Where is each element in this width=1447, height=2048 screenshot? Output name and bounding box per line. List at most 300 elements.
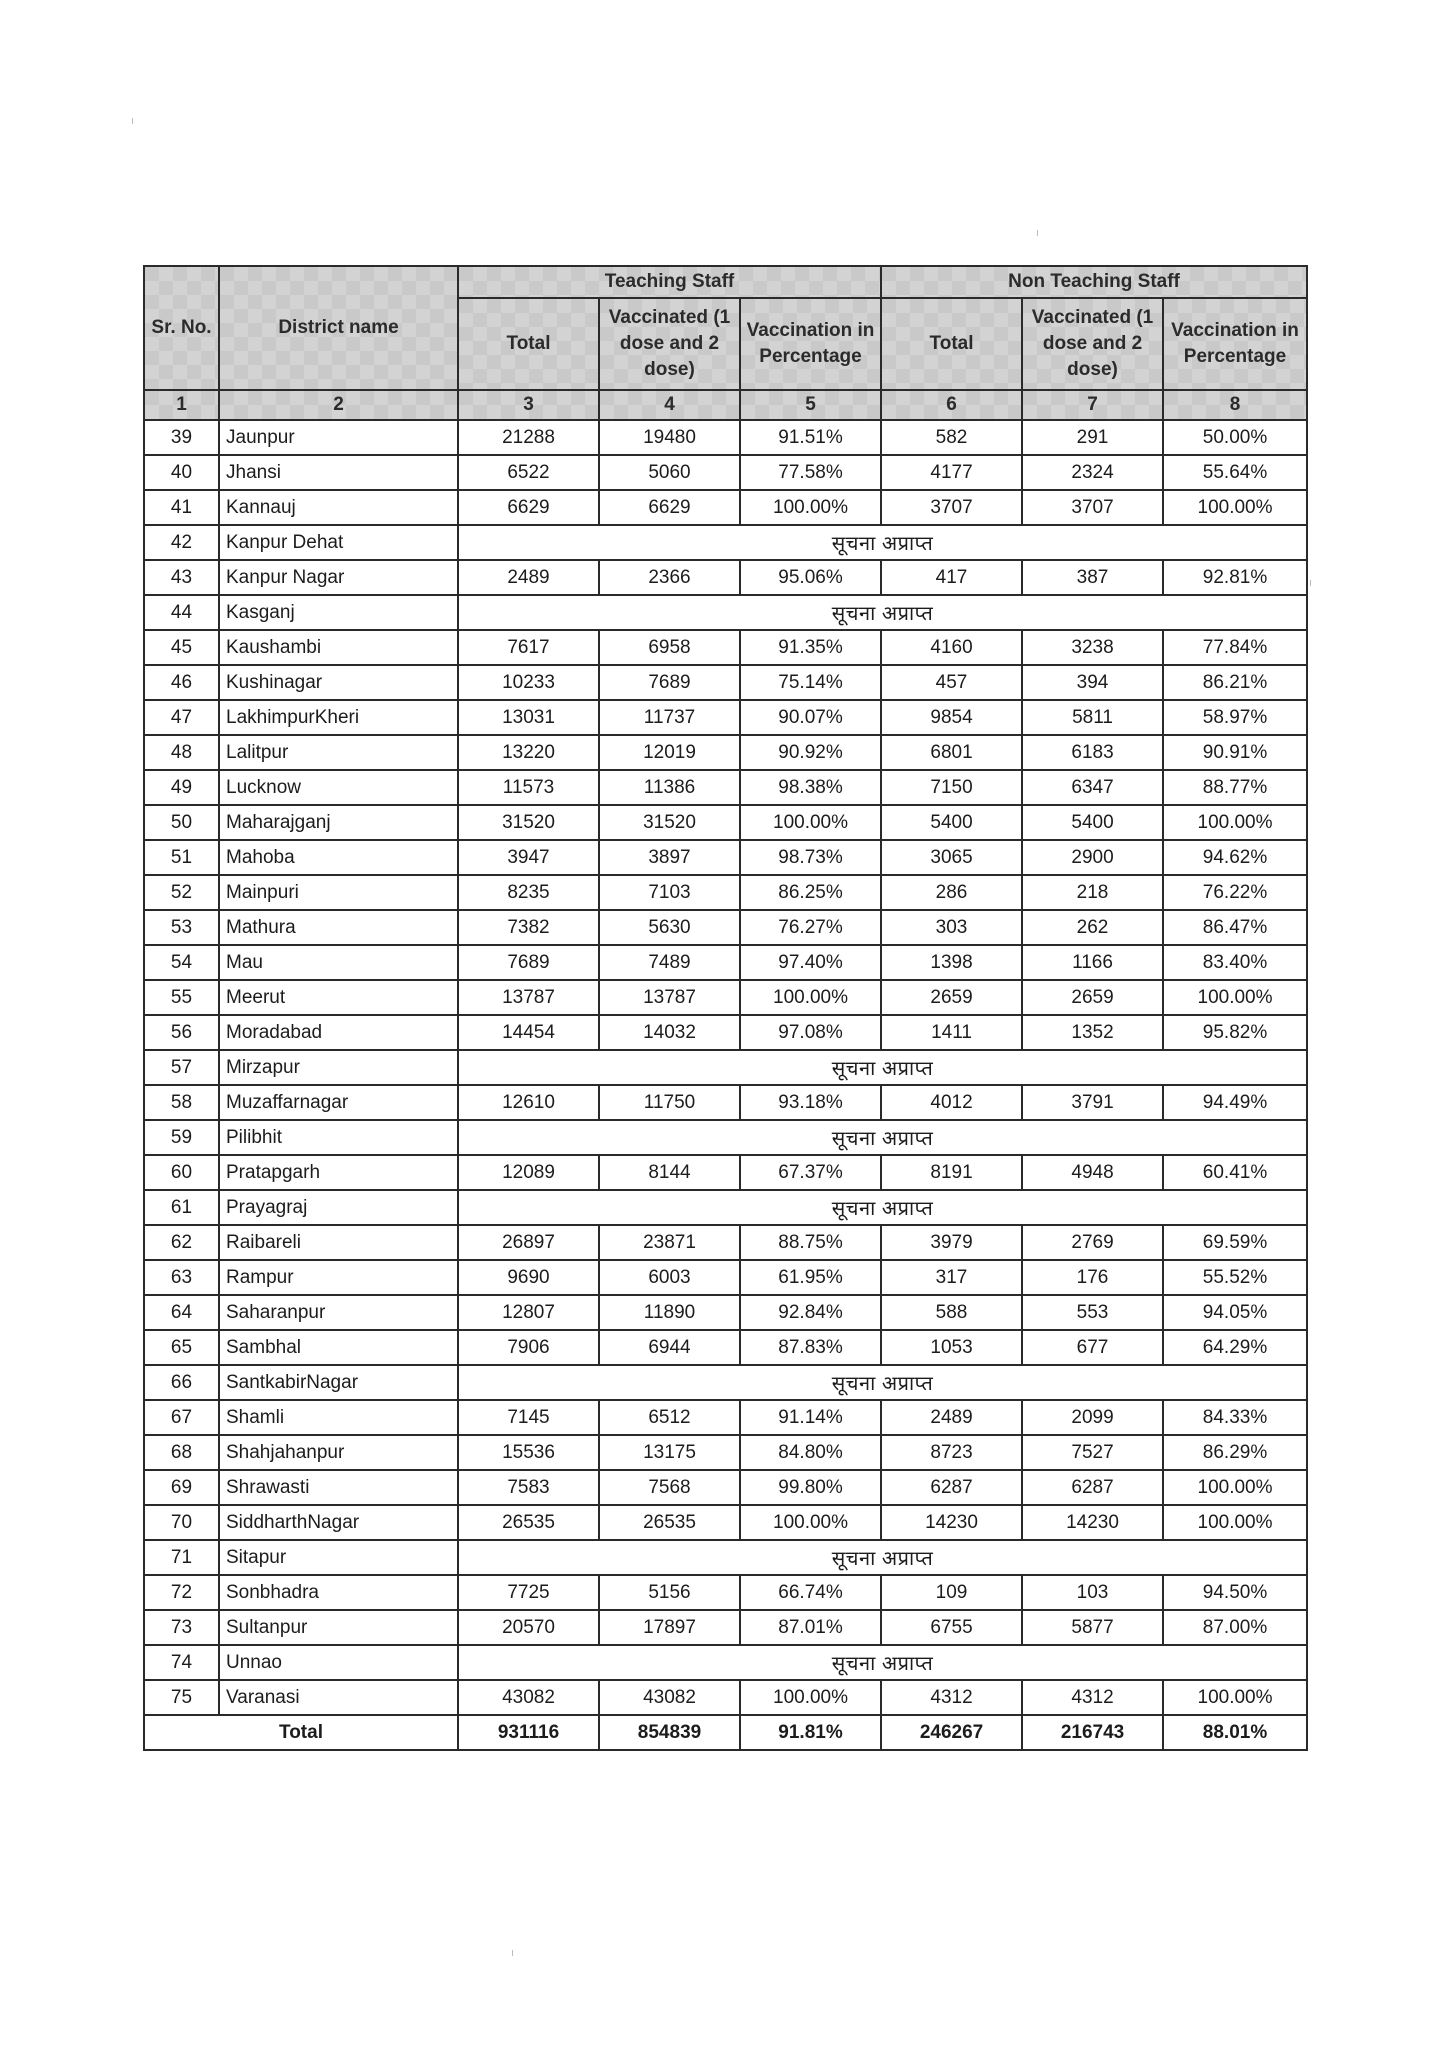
teaching-percentage-cell: 91.51% [740,420,881,455]
total-nonteaching-vaccinated: 216743 [1022,1715,1163,1750]
nonteaching-total-cell: 3065 [881,840,1022,875]
total-nonteaching-total: 246267 [881,1715,1022,1750]
teaching-total-cell: 13031 [458,700,599,735]
sr-no-cell: 66 [144,1365,219,1400]
nonteaching-percentage-cell: 87.00% [1163,1610,1307,1645]
nonteaching-vaccinated-cell: 1166 [1022,945,1163,980]
district-name-cell: Mainpuri [219,875,458,910]
sr-no-cell: 41 [144,490,219,525]
nonteaching-vaccinated-cell: 677 [1022,1330,1163,1365]
district-name-cell: LakhimpurKheri [219,700,458,735]
table-row [144,1120,1307,1155]
nonteaching-percentage-cell: 94.62% [1163,840,1307,875]
nonteaching-total-cell: 2659 [881,980,1022,1015]
nonteaching-total-cell: 14230 [881,1505,1022,1540]
sr-no-cell: 69 [144,1470,219,1505]
nonteaching-total-cell: 5400 [881,805,1022,840]
table-row [144,1400,1307,1435]
nonteaching-vaccinated-cell: 3238 [1022,630,1163,665]
district-name-cell: Unnao [219,1645,458,1680]
nonteaching-percentage-cell: 100.00% [1163,1505,1307,1540]
sr-no-cell: 40 [144,455,219,490]
sr-no-cell: 56 [144,1015,219,1050]
teaching-percentage-cell: 99.80% [740,1470,881,1505]
teaching-total-cell: 7906 [458,1330,599,1365]
teaching-vaccinated-cell: 26535 [599,1505,740,1540]
table-row [144,700,1307,735]
nonteaching-percentage-cell: 94.49% [1163,1085,1307,1120]
teaching-total-cell: 11573 [458,770,599,805]
nonteaching-vaccinated-cell: 218 [1022,875,1163,910]
total-label: Total [144,1715,458,1750]
sr-no-cell: 44 [144,595,219,630]
teaching-percentage-cell: 84.80% [740,1435,881,1470]
teaching-percentage-cell: 88.75% [740,1225,881,1260]
nonteaching-percentage-cell: 86.47% [1163,910,1307,945]
table-row [144,1645,1307,1680]
district-name-cell: Mau [219,945,458,980]
nonteaching-total-cell: 6755 [881,1610,1022,1645]
nonteaching-vaccinated-cell: 7527 [1022,1435,1163,1470]
sr-no-cell: 45 [144,630,219,665]
nonteaching-percentage-cell: 90.91% [1163,735,1307,770]
teaching-vaccinated-cell: 2366 [599,560,740,595]
header-nonteaching-vaccinated: Vaccinated (1 dose and 2 dose) [1022,298,1163,390]
teaching-percentage-cell: 66.74% [740,1575,881,1610]
nonteaching-percentage-cell: 83.40% [1163,945,1307,980]
table-row [144,1260,1307,1295]
teaching-vaccinated-cell: 8144 [599,1155,740,1190]
nonteaching-vaccinated-cell: 2099 [1022,1400,1163,1435]
teaching-vaccinated-cell: 12019 [599,735,740,770]
sr-no-cell: 57 [144,1050,219,1085]
table-header [144,266,1307,420]
district-name-cell: SantkabirNagar [219,1365,458,1400]
nonteaching-vaccinated-cell: 176 [1022,1260,1163,1295]
table-row [144,875,1307,910]
nonteaching-total-cell: 4177 [881,455,1022,490]
nonteaching-percentage-cell: 100.00% [1163,805,1307,840]
teaching-total-cell: 12610 [458,1085,599,1120]
table-row [144,1190,1307,1225]
teaching-total-cell: 6522 [458,455,599,490]
nonteaching-total-cell: 457 [881,665,1022,700]
teaching-vaccinated-cell: 5630 [599,910,740,945]
teaching-total-cell: 20570 [458,1610,599,1645]
teaching-percentage-cell: 95.06% [740,560,881,595]
nonteaching-total-cell: 9854 [881,700,1022,735]
nonteaching-vaccinated-cell: 5877 [1022,1610,1163,1645]
table-row [144,525,1307,560]
district-name-cell: Jaunpur [219,420,458,455]
teaching-percentage-cell: 91.14% [740,1400,881,1435]
district-name-cell: Shamli [219,1400,458,1435]
nonteaching-total-cell: 2489 [881,1400,1022,1435]
header-non-teaching-staff: Non Teaching Staff [881,266,1307,298]
teaching-vaccinated-cell: 13175 [599,1435,740,1470]
nonteaching-total-cell: 1053 [881,1330,1022,1365]
nonteaching-total-cell: 286 [881,875,1022,910]
district-name-cell: Pratapgarh [219,1155,458,1190]
header-sr-no: Sr. No. [144,266,219,390]
teaching-percentage-cell: 100.00% [740,1505,881,1540]
teaching-vaccinated-cell: 7489 [599,945,740,980]
sr-no-cell: 73 [144,1610,219,1645]
teaching-vaccinated-cell: 6629 [599,490,740,525]
teaching-vaccinated-cell: 3897 [599,840,740,875]
teaching-total-cell: 14454 [458,1015,599,1050]
sr-no-cell: 51 [144,840,219,875]
district-name-cell: Sambhal [219,1330,458,1365]
table-row [144,945,1307,980]
district-name-cell: Prayagraj [219,1190,458,1225]
teaching-vaccinated-cell: 11386 [599,770,740,805]
nonteaching-total-cell: 582 [881,420,1022,455]
column-number: 7 [1022,390,1163,420]
teaching-percentage-cell: 90.07% [740,700,881,735]
nonteaching-percentage-cell: 55.64% [1163,455,1307,490]
total-teaching-percentage: 91.81% [740,1715,881,1750]
sr-no-cell: 52 [144,875,219,910]
nonteaching-vaccinated-cell: 3707 [1022,490,1163,525]
table-row [144,1330,1307,1365]
sr-no-cell: 59 [144,1120,219,1155]
table-row [144,665,1307,700]
table-row [144,1435,1307,1470]
teaching-total-cell: 13787 [458,980,599,1015]
teaching-total-cell: 6629 [458,490,599,525]
teaching-total-cell: 2489 [458,560,599,595]
nonteaching-vaccinated-cell: 4948 [1022,1155,1163,1190]
header-nonteaching-percentage: Vaccination in Percentage [1163,298,1307,390]
nonteaching-percentage-cell: 58.97% [1163,700,1307,735]
nonteaching-total-cell: 6801 [881,735,1022,770]
district-name-cell: Shahjahanpur [219,1435,458,1470]
nonteaching-percentage-cell: 60.41% [1163,1155,1307,1190]
district-name-cell: Shrawasti [219,1470,458,1505]
nonteaching-percentage-cell: 69.59% [1163,1225,1307,1260]
nonteaching-percentage-cell: 100.00% [1163,1680,1307,1715]
nonteaching-total-cell: 3707 [881,490,1022,525]
teaching-total-cell: 7382 [458,910,599,945]
table-row [144,1505,1307,1540]
teaching-total-cell: 12807 [458,1295,599,1330]
district-name-cell: Meerut [219,980,458,1015]
nonteaching-percentage-cell: 77.84% [1163,630,1307,665]
teaching-percentage-cell: 98.73% [740,840,881,875]
teaching-vaccinated-cell: 17897 [599,1610,740,1645]
district-name-cell: Kannauj [219,490,458,525]
total-teaching-vaccinated: 854839 [599,1715,740,1750]
column-number: 5 [740,390,881,420]
total-row [144,1715,1307,1750]
sr-no-cell: 55 [144,980,219,1015]
teaching-vaccinated-cell: 6958 [599,630,740,665]
district-name-cell: Muzaffarnagar [219,1085,458,1120]
nonteaching-vaccinated-cell: 387 [1022,560,1163,595]
sr-no-cell: 50 [144,805,219,840]
district-name-cell: Kushinagar [219,665,458,700]
nonteaching-vaccinated-cell: 6287 [1022,1470,1163,1505]
table-row [144,735,1307,770]
info-not-received-cell: सूचना अप्राप्त [458,1050,1307,1085]
table-row [144,1610,1307,1645]
district-name-cell: Rampur [219,1260,458,1295]
nonteaching-total-cell: 303 [881,910,1022,945]
district-name-cell: Kasganj [219,595,458,630]
teaching-total-cell: 12089 [458,1155,599,1190]
header-nonteaching-total: Total [881,298,1022,390]
sr-no-cell: 49 [144,770,219,805]
info-not-received-cell: सूचना अप्राप्त [458,1645,1307,1680]
sr-no-cell: 54 [144,945,219,980]
header-teaching-staff: Teaching Staff [458,266,881,298]
nonteaching-vaccinated-cell: 262 [1022,910,1163,945]
teaching-total-cell: 8235 [458,875,599,910]
sr-no-cell: 62 [144,1225,219,1260]
table-row [144,630,1307,665]
teaching-vaccinated-cell: 6003 [599,1260,740,1295]
nonteaching-vaccinated-cell: 2900 [1022,840,1163,875]
table-row [144,455,1307,490]
header-teaching-percentage: Vaccination in Percentage [740,298,881,390]
column-number: 8 [1163,390,1307,420]
info-not-received-cell: सूचना अप्राप्त [458,595,1307,630]
header-teaching-vaccinated: Vaccinated (1 dose and 2 dose) [599,298,740,390]
table-row [144,840,1307,875]
nonteaching-vaccinated-cell: 5811 [1022,700,1163,735]
nonteaching-percentage-cell: 100.00% [1163,1470,1307,1505]
nonteaching-vaccinated-cell: 2324 [1022,455,1163,490]
teaching-percentage-cell: 92.84% [740,1295,881,1330]
sr-no-cell: 39 [144,420,219,455]
teaching-percentage-cell: 100.00% [740,980,881,1015]
district-name-cell: Mahoba [219,840,458,875]
teaching-percentage-cell: 75.14% [740,665,881,700]
sr-no-cell: 47 [144,700,219,735]
sr-no-cell: 48 [144,735,219,770]
teaching-percentage-cell: 90.92% [740,735,881,770]
teaching-total-cell: 43082 [458,1680,599,1715]
table-row [144,805,1307,840]
column-number: 3 [458,390,599,420]
sr-no-cell: 64 [144,1295,219,1330]
district-name-cell: Sitapur [219,1540,458,1575]
district-name-cell: Jhansi [219,455,458,490]
nonteaching-total-cell: 4012 [881,1085,1022,1120]
vaccination-table [143,265,1308,1751]
nonteaching-percentage-cell: 94.50% [1163,1575,1307,1610]
sr-no-cell: 60 [144,1155,219,1190]
sr-no-cell: 68 [144,1435,219,1470]
district-name-cell: Mathura [219,910,458,945]
teaching-vaccinated-cell: 43082 [599,1680,740,1715]
teaching-percentage-cell: 100.00% [740,1680,881,1715]
nonteaching-vaccinated-cell: 2659 [1022,980,1163,1015]
teaching-total-cell: 7689 [458,945,599,980]
nonteaching-total-cell: 6287 [881,1470,1022,1505]
column-number: 4 [599,390,740,420]
teaching-total-cell: 10233 [458,665,599,700]
nonteaching-vaccinated-cell: 14230 [1022,1505,1163,1540]
nonteaching-total-cell: 109 [881,1575,1022,1610]
nonteaching-percentage-cell: 86.21% [1163,665,1307,700]
teaching-total-cell: 15536 [458,1435,599,1470]
teaching-vaccinated-cell: 23871 [599,1225,740,1260]
teaching-vaccinated-cell: 6512 [599,1400,740,1435]
info-not-received-cell: सूचना अप्राप्त [458,1190,1307,1225]
district-name-cell: Lucknow [219,770,458,805]
info-not-received-cell: सूचना अप्राप्त [458,525,1307,560]
sr-no-cell: 63 [144,1260,219,1295]
sr-no-cell: 58 [144,1085,219,1120]
teaching-percentage-cell: 87.83% [740,1330,881,1365]
nonteaching-percentage-cell: 50.00% [1163,420,1307,455]
sr-no-cell: 74 [144,1645,219,1680]
teaching-total-cell: 9690 [458,1260,599,1295]
column-number: 1 [144,390,219,420]
teaching-total-cell: 3947 [458,840,599,875]
nonteaching-total-cell: 1411 [881,1015,1022,1050]
nonteaching-vaccinated-cell: 6347 [1022,770,1163,805]
table-row [144,1470,1307,1505]
teaching-percentage-cell: 76.27% [740,910,881,945]
nonteaching-total-cell: 588 [881,1295,1022,1330]
nonteaching-percentage-cell: 95.82% [1163,1015,1307,1050]
nonteaching-total-cell: 317 [881,1260,1022,1295]
table-row [144,980,1307,1015]
sr-no-cell: 72 [144,1575,219,1610]
nonteaching-percentage-cell: 100.00% [1163,490,1307,525]
teaching-vaccinated-cell: 5060 [599,455,740,490]
table-row [144,910,1307,945]
table-body [144,420,1307,1750]
nonteaching-total-cell: 4160 [881,630,1022,665]
total-teaching-total: 931116 [458,1715,599,1750]
table-row [144,1540,1307,1575]
nonteaching-percentage-cell: 94.05% [1163,1295,1307,1330]
district-name-cell: SiddharthNagar [219,1505,458,1540]
teaching-percentage-cell: 87.01% [740,1610,881,1645]
nonteaching-percentage-cell: 55.52% [1163,1260,1307,1295]
nonteaching-percentage-cell: 64.29% [1163,1330,1307,1365]
teaching-total-cell: 13220 [458,735,599,770]
nonteaching-total-cell: 7150 [881,770,1022,805]
nonteaching-total-cell: 3979 [881,1225,1022,1260]
info-not-received-cell: सूचना अप्राप्त [458,1365,1307,1400]
nonteaching-vaccinated-cell: 291 [1022,420,1163,455]
info-not-received-cell: सूचना अप्राप्त [458,1120,1307,1155]
teaching-vaccinated-cell: 7689 [599,665,740,700]
teaching-percentage-cell: 67.37% [740,1155,881,1190]
nonteaching-percentage-cell: 100.00% [1163,980,1307,1015]
table-row [144,1365,1307,1400]
nonteaching-total-cell: 8191 [881,1155,1022,1190]
teaching-total-cell: 26897 [458,1225,599,1260]
district-name-cell: Kanpur Nagar [219,560,458,595]
nonteaching-percentage-cell: 92.81% [1163,560,1307,595]
teaching-vaccinated-cell: 11737 [599,700,740,735]
nonteaching-vaccinated-cell: 1352 [1022,1015,1163,1050]
teaching-vaccinated-cell: 5156 [599,1575,740,1610]
nonteaching-total-cell: 417 [881,560,1022,595]
nonteaching-total-cell: 4312 [881,1680,1022,1715]
table-row [144,1015,1307,1050]
teaching-vaccinated-cell: 14032 [599,1015,740,1050]
district-name-cell: Sonbhadra [219,1575,458,1610]
district-name-cell: Maharajganj [219,805,458,840]
nonteaching-vaccinated-cell: 4312 [1022,1680,1163,1715]
table-row [144,770,1307,805]
table-row [144,560,1307,595]
total-nonteaching-percentage: 88.01% [1163,1715,1307,1750]
sr-no-cell: 71 [144,1540,219,1575]
sr-no-cell: 65 [144,1330,219,1365]
district-name-cell: Kanpur Dehat [219,525,458,560]
nonteaching-percentage-cell: 86.29% [1163,1435,1307,1470]
table-row [144,595,1307,630]
sr-no-cell: 42 [144,525,219,560]
teaching-percentage-cell: 86.25% [740,875,881,910]
column-number: 6 [881,390,1022,420]
teaching-percentage-cell: 98.38% [740,770,881,805]
teaching-percentage-cell: 100.00% [740,490,881,525]
teaching-vaccinated-cell: 11750 [599,1085,740,1120]
nonteaching-vaccinated-cell: 5400 [1022,805,1163,840]
table-row [144,1295,1307,1330]
nonteaching-percentage-cell: 88.77% [1163,770,1307,805]
table-row [144,490,1307,525]
table-row [144,1575,1307,1610]
header-district-name: District name [219,266,458,390]
district-name-cell: Lalitpur [219,735,458,770]
sr-no-cell: 53 [144,910,219,945]
teaching-total-cell: 31520 [458,805,599,840]
table-row [144,1155,1307,1190]
nonteaching-percentage-cell: 84.33% [1163,1400,1307,1435]
teaching-total-cell: 7583 [458,1470,599,1505]
nonteaching-total-cell: 1398 [881,945,1022,980]
table-row [144,420,1307,455]
teaching-total-cell: 21288 [458,420,599,455]
district-name-cell: Sultanpur [219,1610,458,1645]
nonteaching-vaccinated-cell: 2769 [1022,1225,1163,1260]
sr-no-cell: 67 [144,1400,219,1435]
nonteaching-vaccinated-cell: 3791 [1022,1085,1163,1120]
sr-no-cell: 43 [144,560,219,595]
teaching-vaccinated-cell: 6944 [599,1330,740,1365]
teaching-vaccinated-cell: 19480 [599,420,740,455]
district-name-cell: Kaushambi [219,630,458,665]
district-name-cell: Raibareli [219,1225,458,1260]
nonteaching-vaccinated-cell: 553 [1022,1295,1163,1330]
sr-no-cell: 61 [144,1190,219,1225]
table-row [144,1050,1307,1085]
table-row [144,1225,1307,1260]
teaching-vaccinated-cell: 7568 [599,1470,740,1505]
teaching-percentage-cell: 93.18% [740,1085,881,1120]
teaching-vaccinated-cell: 11890 [599,1295,740,1330]
district-name-cell: Pilibhit [219,1120,458,1155]
info-not-received-cell: सूचना अप्राप्त [458,1540,1307,1575]
district-name-cell: Saharanpur [219,1295,458,1330]
teaching-vaccinated-cell: 13787 [599,980,740,1015]
teaching-percentage-cell: 61.95% [740,1260,881,1295]
nonteaching-percentage-cell: 76.22% [1163,875,1307,910]
nonteaching-vaccinated-cell: 6183 [1022,735,1163,770]
teaching-vaccinated-cell: 31520 [599,805,740,840]
district-name-cell: Moradabad [219,1015,458,1050]
